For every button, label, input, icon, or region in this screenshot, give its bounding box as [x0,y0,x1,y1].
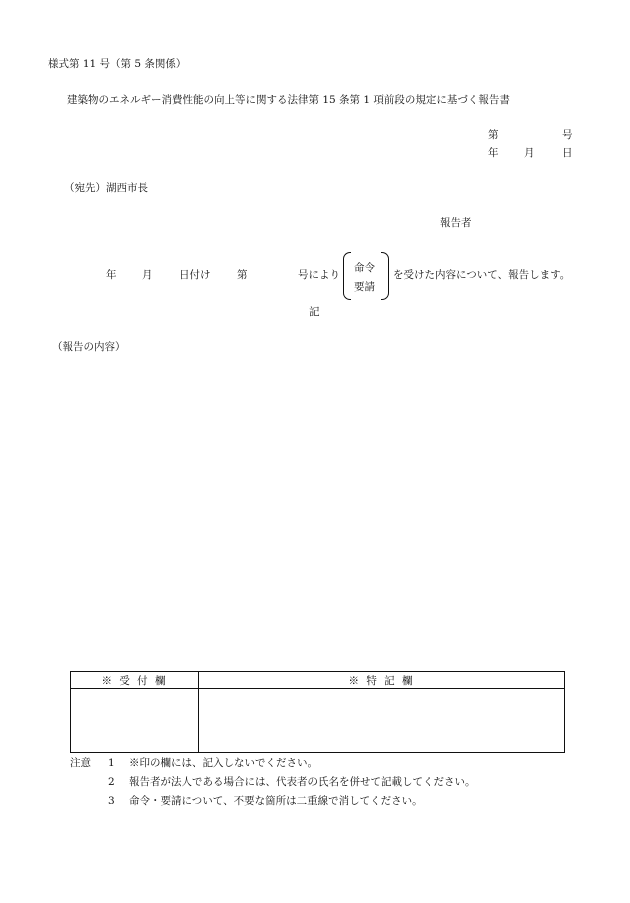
form-title: 建築物のエネルギー消費性能の向上等に関する法律第 15 条第 1 項前段の規定に基づく報告書 [67,94,510,106]
left-bracket [343,252,351,300]
ki-heading: 記 [309,306,320,318]
note-number: 3 [108,795,115,807]
body-date-suffix: 日付け [179,269,211,281]
form-number: 様式第 11 号（第 5 条関係） [48,58,187,70]
special-notes-column-header: ※ 特 記 欄 [199,672,565,689]
addressee: （宛先）湖西市長 [64,182,148,194]
body-year: 年 [106,269,117,281]
reception-column-header: ※ 受 付 欄 [71,672,199,689]
doc-date-year: 年 [488,147,499,159]
body-go-niyori: 号により [298,269,340,281]
body-month: 月 [142,269,153,281]
doc-number-go: 号 [562,129,573,141]
note-text: 命令・要請について、不要な箇所は二重線で消してください。 [129,795,423,807]
note-number: 2 [108,776,115,788]
body-closing: を受けた内容について、報告します。 [393,269,571,281]
option-yousei: 要請 [354,281,375,293]
doc-date-month: 月 [524,147,535,159]
right-bracket [381,252,389,300]
body-dai: 第 [237,269,248,281]
note-text: ※印の欄には、記入しないでください。 [129,757,318,769]
notes-label: 注意 [70,757,91,769]
reporter-label: 報告者 [440,217,472,229]
reception-cell[interactable] [71,689,199,753]
doc-number-dai: 第 [488,129,499,141]
doc-date-day: 日 [562,147,573,159]
note-number: 1 [108,757,115,769]
special-notes-cell[interactable] [199,689,565,753]
contents-label: （報告の内容） [52,341,126,353]
option-meirei: 命令 [354,262,375,274]
note-text: 報告者が法人である場合には、代表者の氏名を併せて記載してください。 [129,776,476,788]
reception-notes-table [70,671,565,753]
